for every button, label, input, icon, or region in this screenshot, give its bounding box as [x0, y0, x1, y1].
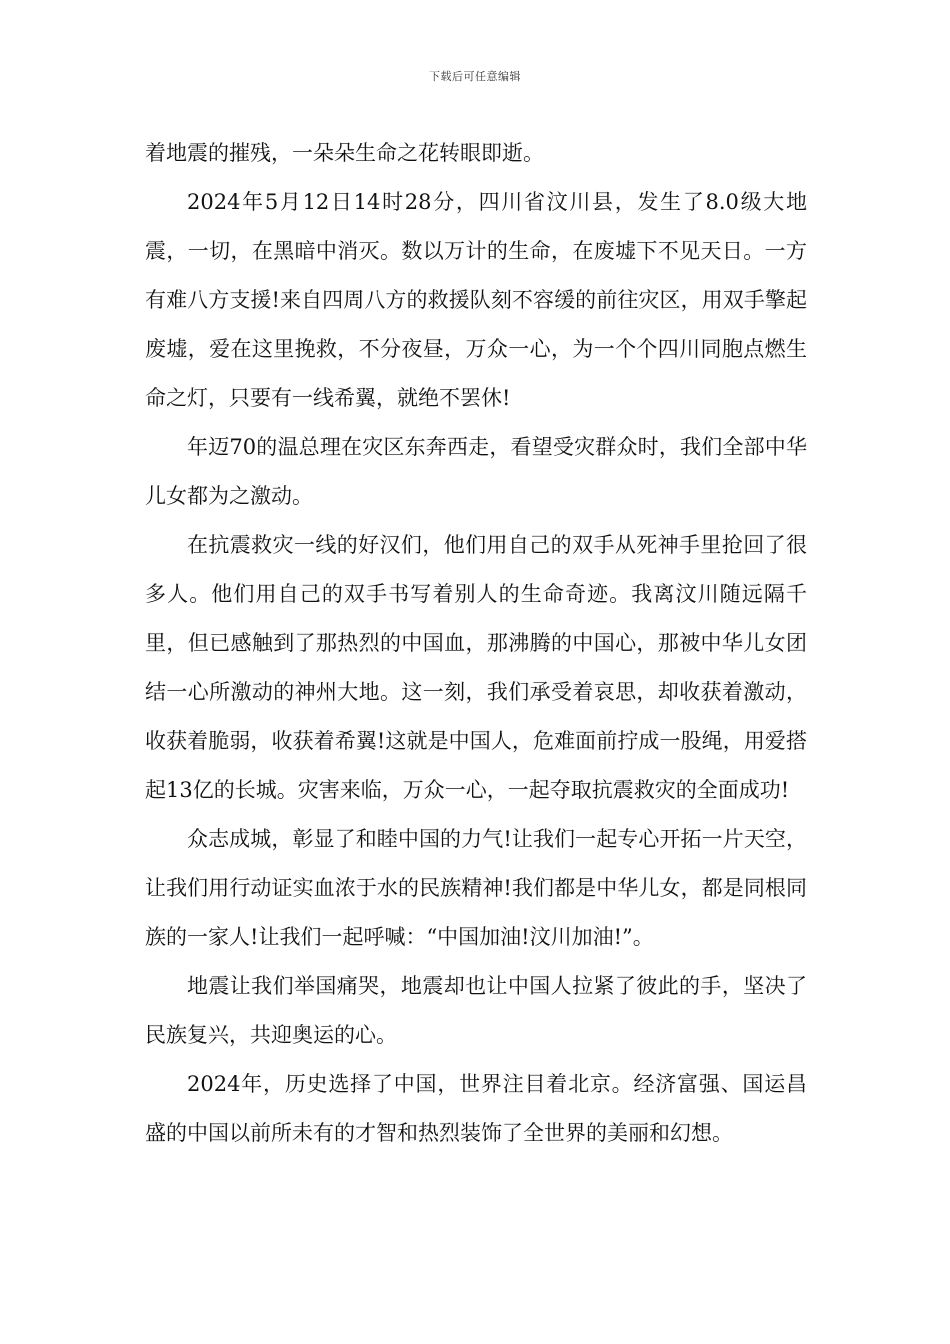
paragraph-2: 2024年5月12日14时28分，四川省汶川县，发生了8.0级大地震，一切，在黑暗中消灭。数以万计的生命，在废墟下不见天日。一方有难八方支援!来自四周八方的救援队刻不容缓的前往灾区，用双手擎起废墟，爱在这里挽救，不分夜昼，万众一心，为一个个四川同胞点燃生命之灯，只要有一线希翼，就绝不罢休!: [145, 190, 807, 410]
header-note: 下载后可任意编辑: [429, 70, 521, 83]
document-body: [145, 129, 807, 1158]
paragraph-4: 在抗震救灾一线的好汉们，他们用自己的双手从死神手里抢回了很多人。他们用自己的双手书写着别人的生命奇迹。我离汶川随远隔千里，但已感触到了那热烈的中国血，那沸腾的中国心，那被中华儿女团结一心所激动的神州大地。这一刻，我们承受着哀思，却收获着激动，收获着脆弱，收获着希翼!这就是中国人，危难面前拧成一股绳，用爱搭起13亿的长城。灾害来临，万众一心，一起夺取抗震救灾的全面成功!: [145, 533, 807, 802]
paragraph-5: 众志成城，彰显了和睦中国的力气!让我们一起专心开拓一片天空，让我们用行动证实血浓于水的民族精神!我们都是中华儿女，都是同根同族的一家人!让我们一起呼喊：“中国加油!汶川加油!”。: [145, 827, 807, 949]
paragraph-6: 地震让我们举国痛哭，地震却也让中国人拉紧了彼此的手，坚决了民族复兴，共迎奥运的心。: [145, 974, 807, 1047]
paragraph-1: 着地震的摧残，一朵朵生命之花转眼即逝。: [145, 141, 544, 165]
paragraph-3: 年迈70的温总理在灾区东奔西走，看望受灾群众时，我们全部中华儿女都为之激动。: [145, 435, 807, 508]
paragraph-7: 2024年，历史选择了中国，世界注目着北京。经济富强、国运昌盛的中国以前所未有的才智和热烈装饰了全世界的美丽和幻想。: [145, 1072, 807, 1145]
